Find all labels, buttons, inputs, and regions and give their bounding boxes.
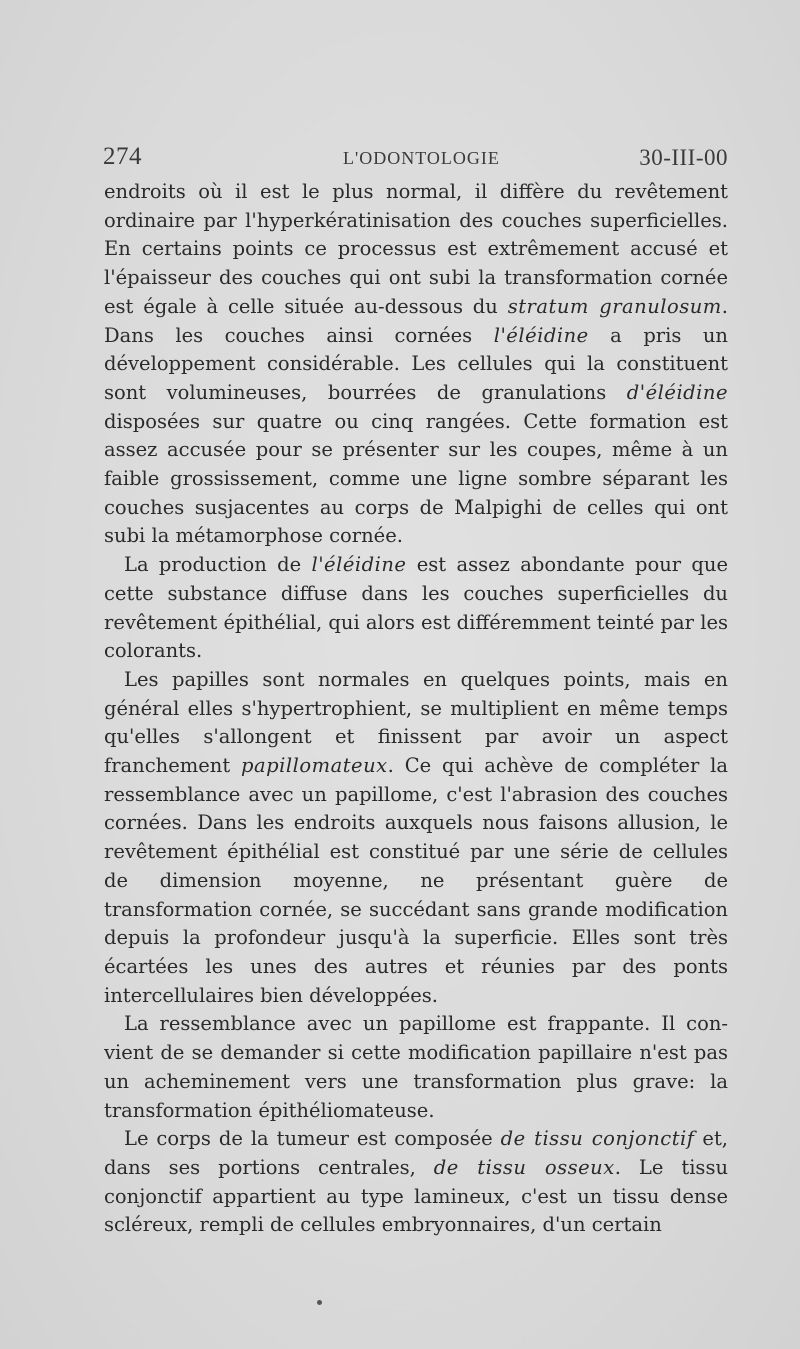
- text-run: La production de: [124, 553, 312, 577]
- text-run: Le corps de la tumeur est composée: [124, 1127, 501, 1151]
- journal-title: L'ODONTOLOGIE: [343, 148, 500, 168]
- paragraph: [104, 178, 728, 551]
- paragraph: [104, 551, 728, 666]
- italic-term: papillomateux: [241, 754, 388, 778]
- text-run: endroits où il est le plus normal, il diffère du revêtement ordinaire par l'hyperkératinisation des couches superficielles. En certains points ce processus est extrêmement accusé et l'épaisseur des couches qui ont subi la transformation cornée est égale à celle située au-dessous du: [104, 180, 728, 318]
- text-run: disposées sur quatre ou cinq rangées. Cette formation est assez accusée pour se présenter sur les coupes, même à un faible grossissement, comme une ligne sombre séparant les couches susjacentes au corps de Malpighi de celles qui ont subi la métamorphose cornée.: [104, 409, 728, 548]
- text-run: La ressemblance avec un papillome est frappante. Il convient de se demander si cette modification papillaire n'est pas un acheminement vers une transformation plus grave: la transformation épithéliomateuse.: [104, 1012, 728, 1122]
- issue-date: 30-III-00: [639, 145, 728, 170]
- italic-term: de tissu osseux: [433, 1155, 615, 1179]
- text-run: Les papilles sont normales en quelques points, mais en général elles s'hypertrophient, se multiplient en même temps qu'elles s'allongent et finissent par avoir un aspect franchement: [104, 667, 728, 778]
- paragraph: [104, 666, 728, 1010]
- text-run: . Ce qui achève de compléter la ressemblance avec un papillome, c'est l'abrasion des couches cornées. Dans les endroits auxquels nous faisons allusion, le revêtement épithélial est constitué par une série de cellules de dimension moyenne, ne présentant guère de transformation cornée, se succédant sans grande modification depuis la profondeur jusqu'à la superficie. Elles sont très écartées les unes des autres et réunies par des ponts intercellulaires bien développées.: [104, 754, 728, 1007]
- italic-term: stratum granulosum: [507, 294, 722, 318]
- ink-speck: [317, 1300, 322, 1305]
- text-run: est assez abondante pour que cette substance diffuse dans les couches superficielles du revêtement épithélial, qui alors est différemment teinté par les colorants.: [104, 553, 729, 663]
- italic-term: l'éléidine: [493, 323, 589, 347]
- text-run: . Le tissu conjonctif appartient au type lamineux, c'est un tissu dense scléreux, rempli de cellules embryonnaires, d'un certain: [104, 1155, 729, 1237]
- text-run: . Dans les couches ainsi cornées: [104, 294, 728, 347]
- paragraph: [104, 1125, 728, 1240]
- page-number: 274: [103, 143, 142, 170]
- body-text: [104, 178, 728, 1240]
- italic-term: d'éléidine: [626, 380, 728, 404]
- text-run: a pris un développement considérable. Les cellules qui la constituent sont volumineuses, bourrées de granulations: [104, 323, 728, 404]
- text-run: et, dans ses portions centrales,: [104, 1127, 729, 1179]
- paragraph: [104, 1010, 728, 1125]
- italic-term: l'éléidine: [311, 553, 407, 577]
- italic-term: de tissu conjonctif: [500, 1127, 695, 1151]
- running-header: [103, 143, 728, 177]
